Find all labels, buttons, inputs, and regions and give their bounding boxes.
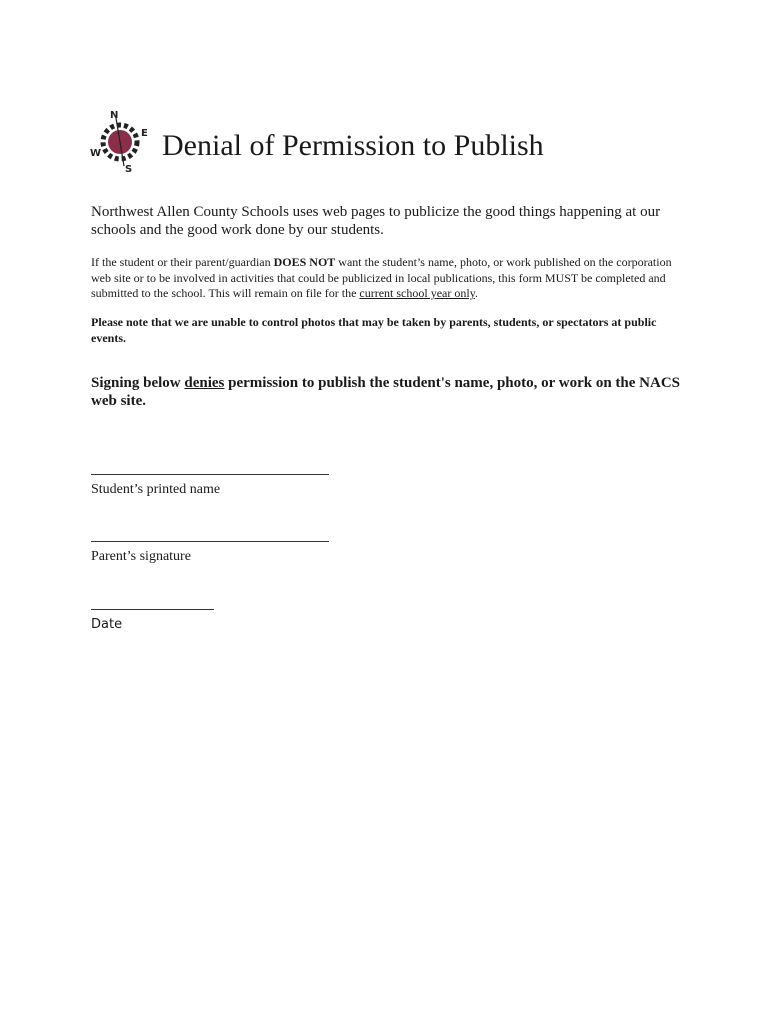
student-name-line[interactable] xyxy=(91,464,329,475)
parent-signature-label: Parent’s signature xyxy=(91,549,191,564)
conditions-paragraph xyxy=(91,255,691,302)
page-title: Denial of Permission to Publish xyxy=(162,129,544,162)
does-not-emphasis: DOES NOT xyxy=(273,255,336,269)
compass-letter-e: E xyxy=(141,128,148,139)
compass-letter-n: N xyxy=(110,110,119,121)
date-field[interactable] xyxy=(91,599,214,633)
parent-signature-line[interactable] xyxy=(91,531,329,542)
student-name-field[interactable] xyxy=(91,464,329,498)
signing-text-2: permission to publish the student's name, photo, or work on the NACS web site. xyxy=(91,375,681,409)
conditions-text-1: If the student or their parent/guardian xyxy=(91,255,274,269)
signing-text-1: Signing below xyxy=(91,375,185,391)
conditions-text-3: . xyxy=(474,286,478,300)
school-year-underline: current school year only xyxy=(359,286,475,300)
conditions-text-2: want the student’s name, photo, or work published on the corporation web site or to be involved in activities that could be publicized in local publications, this form MUST be completed and submitted to the school. This will remain on file for the xyxy=(91,255,672,300)
student-name-label: Student’s printed name xyxy=(91,482,221,497)
date-label: Date xyxy=(91,617,123,632)
signing-statement xyxy=(91,374,681,410)
compass-letter-w: W xyxy=(90,148,102,159)
parent-signature-field[interactable] xyxy=(91,531,329,565)
compass-letter-s: S xyxy=(125,164,133,174)
intro-paragraph: Northwest Allen County Schools uses web pages to publicize the good things happening at our schools and the good work done by our students. xyxy=(91,204,661,238)
denies-underline: denies xyxy=(184,375,225,391)
photo-note: Please note that we are unable to control photos that may be taken by parents, students, or spectators at public events. xyxy=(91,315,657,345)
date-line[interactable] xyxy=(91,599,214,610)
compass-logo-icon xyxy=(86,106,154,174)
